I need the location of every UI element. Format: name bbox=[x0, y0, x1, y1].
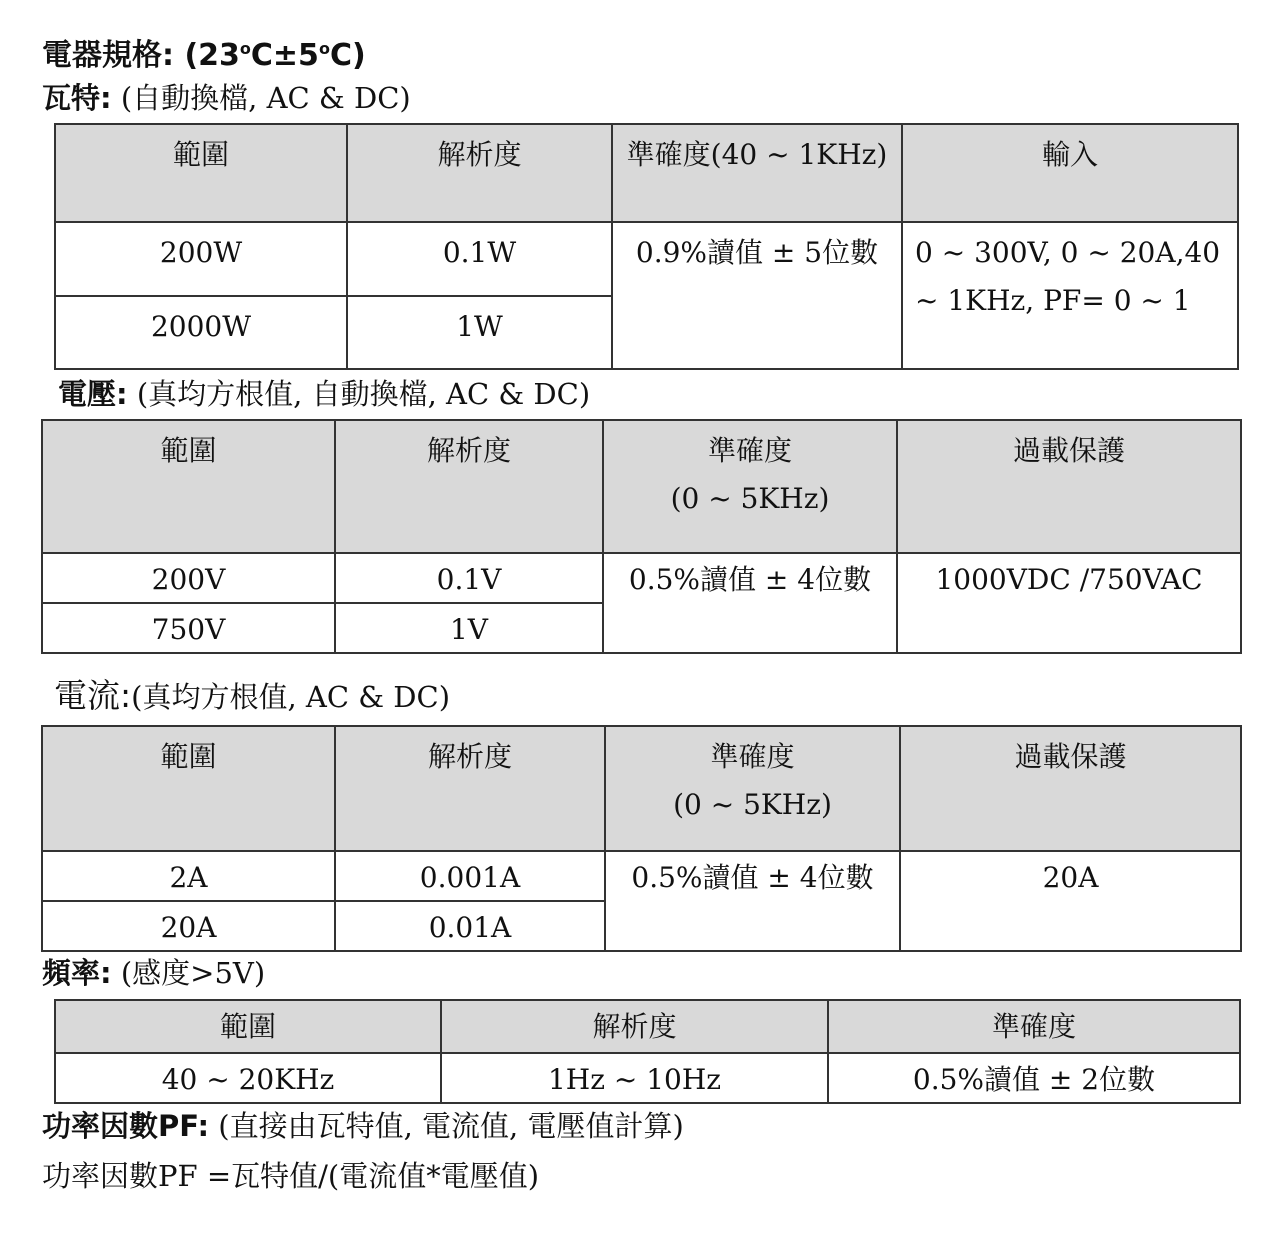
table-cell-resolution: 1V bbox=[335, 603, 603, 653]
table-cell-range: 40 ~ 20KHz bbox=[55, 1053, 441, 1103]
table-cell-accuracy: 0.9%讀值 ± 5位數 bbox=[612, 222, 902, 369]
watt-table bbox=[54, 123, 1239, 370]
table-cell-range: 200W bbox=[55, 222, 347, 296]
table-cell-accuracy: 0.5%讀值 ± 4位數 bbox=[605, 851, 900, 951]
header-resolution: 解析度 bbox=[347, 124, 612, 222]
header-overload-protection: 過載保護 bbox=[897, 420, 1241, 553]
header-overload-protection: 過載保護 bbox=[900, 726, 1241, 851]
table-cell-range: 750V bbox=[42, 603, 335, 653]
table-cell-input: 0 ~ 300V, 0 ~ 20A,40 ~ 1KHz, PF= 0 ~ 1 bbox=[902, 222, 1238, 369]
table-cell-resolution: 0.001A bbox=[335, 851, 605, 901]
table-cell-range: 2A bbox=[42, 851, 335, 901]
table-cell-accuracy: 0.5%讀值 ± 4位數 bbox=[603, 553, 897, 653]
table-cell-range: 200V bbox=[42, 553, 335, 603]
voltage-table bbox=[41, 419, 1242, 654]
header-range: 範圍 bbox=[42, 420, 335, 553]
table-cell-protection: 20A bbox=[900, 851, 1241, 951]
header-input: 輸入 bbox=[902, 124, 1238, 222]
header-resolution: 解析度 bbox=[441, 1000, 828, 1053]
header-accuracy: 準確度 (0 ~ 5KHz) bbox=[603, 420, 897, 553]
header-resolution: 解析度 bbox=[335, 726, 605, 851]
table-cell-protection: 1000VDC /750VAC bbox=[897, 553, 1241, 653]
table-cell-resolution: 1W bbox=[347, 296, 612, 369]
table-cell-resolution: 0.1W bbox=[347, 222, 612, 296]
voltage-heading: 電壓: (真均方根值, 自動換檔, AC & DC) bbox=[58, 377, 591, 411]
table-cell-resolution: 1Hz ~ 10Hz bbox=[441, 1053, 828, 1103]
current-heading: 電流:(真均方根值, AC & DC) bbox=[54, 676, 451, 715]
table-cell-range: 2000W bbox=[55, 296, 347, 369]
table-cell-resolution: 0.01A bbox=[335, 901, 605, 951]
header-resolution: 解析度 bbox=[335, 420, 603, 553]
table-cell-resolution: 0.1V bbox=[335, 553, 603, 603]
watt-heading: 瓦特: (自動換檔, AC & DC) bbox=[42, 81, 411, 115]
header-range: 範圍 bbox=[42, 726, 335, 851]
header-accuracy: 準確度(40 ~ 1KHz) bbox=[612, 124, 902, 222]
pf-formula: 功率因數PF =瓦特值/(電流值*電壓值) bbox=[42, 1159, 540, 1193]
frequency-heading: 頻率: (感度>5V) bbox=[42, 956, 266, 990]
current-table bbox=[41, 725, 1242, 952]
table-cell-accuracy: 0.5%讀值 ± 2位數 bbox=[828, 1053, 1240, 1103]
header-accuracy: 準確度 bbox=[828, 1000, 1240, 1053]
frequency-table bbox=[54, 999, 1241, 1104]
header-range: 範圍 bbox=[55, 1000, 441, 1053]
table-cell-range: 20A bbox=[42, 901, 335, 951]
header-accuracy: 準確度 (0 ~ 5KHz) bbox=[605, 726, 900, 851]
page-title: 電器規格: $(23^oC\pm 5^oC)$ bbox=[42, 38, 366, 73]
header-range: 範圍 bbox=[55, 124, 347, 222]
pf-heading: 功率因數PF: (直接由瓦特值, 電流值, 電壓值計算) bbox=[42, 1109, 684, 1143]
